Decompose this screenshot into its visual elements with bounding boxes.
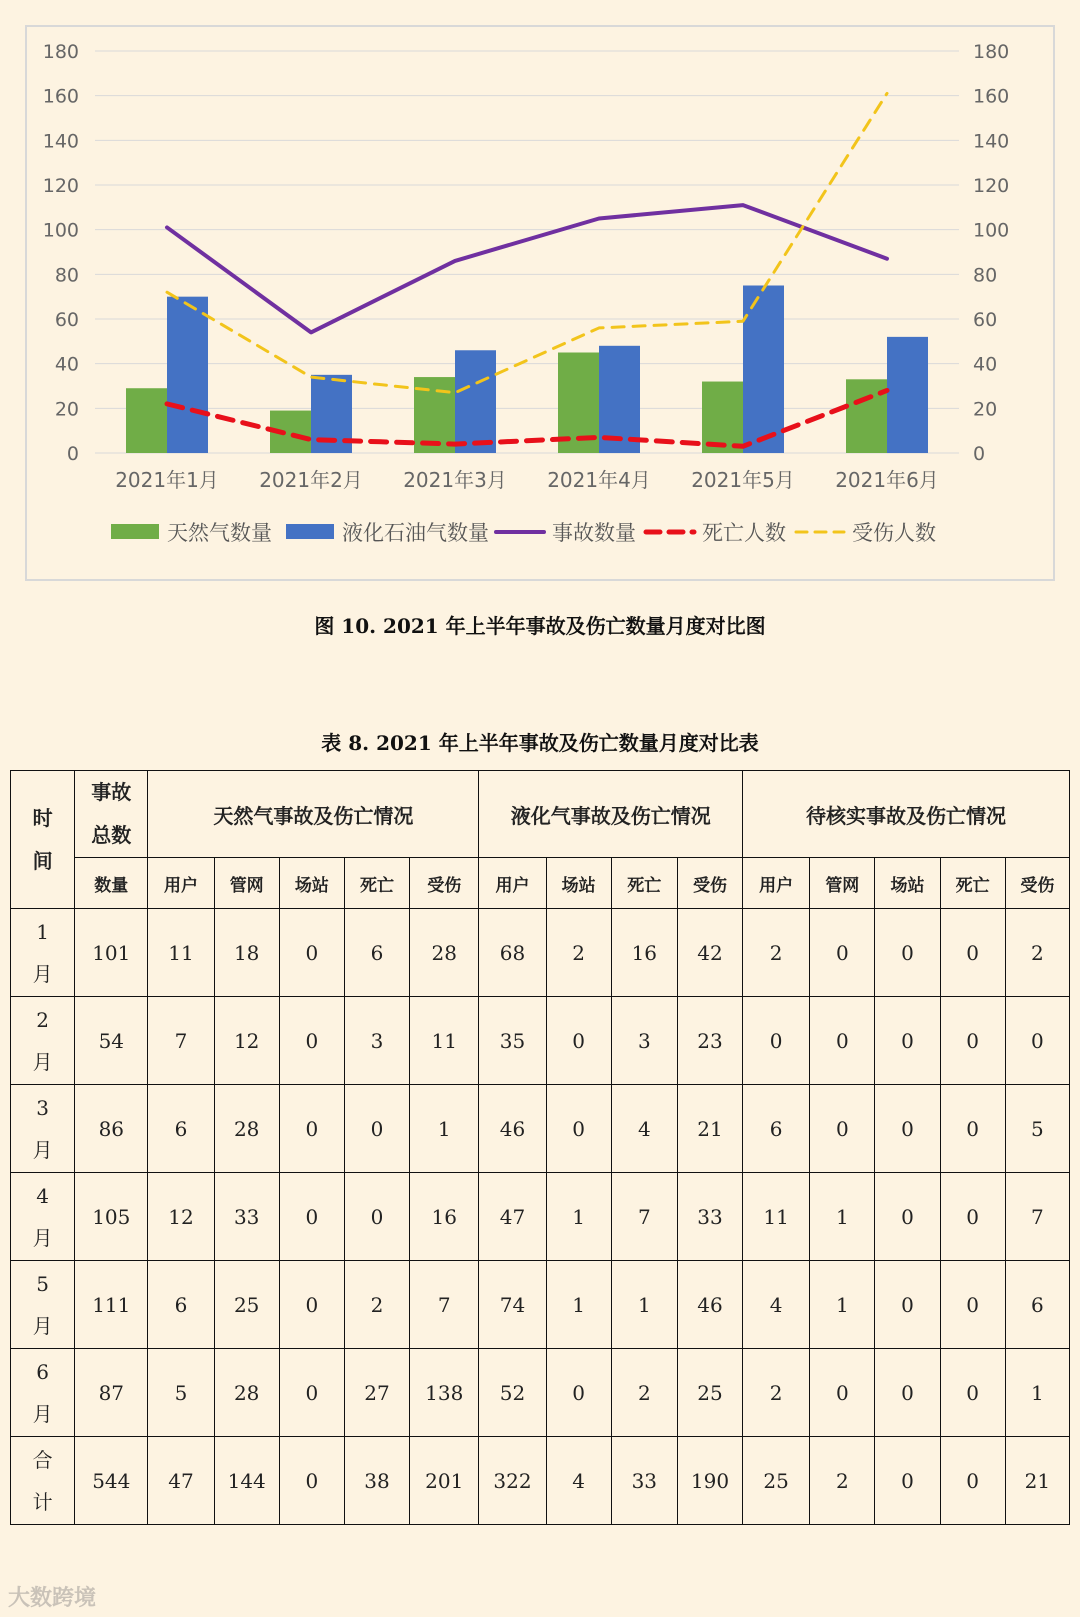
table-cell: 1 bbox=[410, 1085, 479, 1173]
y2-tick-label: 140 bbox=[973, 130, 1010, 153]
table-cell: 28 bbox=[410, 909, 479, 997]
table-cell: 2 bbox=[1005, 909, 1069, 997]
table-cell: 0 bbox=[940, 1261, 1005, 1349]
table-cell: 1 bbox=[546, 1261, 611, 1349]
combo-chart bbox=[27, 27, 1057, 583]
table-cell: 28 bbox=[214, 1085, 279, 1173]
table-cell: 3 bbox=[344, 997, 409, 1085]
x-tick-label: 2021年5月 bbox=[691, 468, 795, 492]
table-row bbox=[11, 1261, 1070, 1349]
bar bbox=[887, 337, 928, 453]
table-cell: 0 bbox=[875, 1173, 940, 1261]
legend-swatch bbox=[111, 524, 159, 539]
table-cell: 0 bbox=[279, 1085, 344, 1173]
x-tick-label: 2021年6月 bbox=[835, 468, 939, 492]
table-cell: 0 bbox=[279, 1173, 344, 1261]
table-cell: 0 bbox=[810, 997, 875, 1085]
table-row bbox=[11, 1173, 1070, 1261]
table-cell: 68 bbox=[479, 909, 546, 997]
subheader-pending-user: 用户 bbox=[743, 858, 810, 909]
table-cell: 25 bbox=[743, 1437, 810, 1525]
table-row bbox=[11, 997, 1070, 1085]
table-cell: 6 bbox=[148, 1261, 214, 1349]
table-cell: 2 bbox=[344, 1261, 409, 1349]
row-label: 3 月 bbox=[11, 1085, 75, 1173]
y-tick-label: 60 bbox=[54, 309, 79, 331]
subheader-lpg-user: 用户 bbox=[479, 858, 546, 909]
table-cell: 111 bbox=[75, 1261, 148, 1349]
header-total: 事故 总数 bbox=[75, 771, 148, 858]
table-cell: 0 bbox=[875, 1349, 940, 1437]
table-row bbox=[11, 909, 1070, 997]
subheader-ng-injury: 受伤 bbox=[410, 858, 479, 909]
table-cell: 0 bbox=[279, 1261, 344, 1349]
table-cell: 0 bbox=[875, 1261, 940, 1349]
table-cell: 11 bbox=[743, 1173, 810, 1261]
bar bbox=[126, 388, 167, 453]
table-cell: 6 bbox=[148, 1085, 214, 1173]
table-cell: 0 bbox=[940, 909, 1005, 997]
table-cell: 2 bbox=[743, 909, 810, 997]
y2-tick-label: 0 bbox=[973, 443, 986, 465]
subheader-total-count: 数量 bbox=[75, 858, 148, 909]
subheader-ng-pipe: 管网 bbox=[214, 858, 279, 909]
subheader-ng-death: 死亡 bbox=[344, 858, 409, 909]
table-cell: 0 bbox=[546, 1349, 611, 1437]
table-cell: 0 bbox=[875, 997, 940, 1085]
table-cell: 6 bbox=[743, 1085, 810, 1173]
subheader-pending-injury: 受伤 bbox=[1005, 858, 1069, 909]
table-cell: 28 bbox=[214, 1349, 279, 1437]
table-cell: 0 bbox=[546, 1085, 611, 1173]
table-cell: 46 bbox=[677, 1261, 742, 1349]
bar bbox=[743, 286, 784, 454]
y2-tick-label: 40 bbox=[973, 353, 998, 376]
y-tick-label: 100 bbox=[42, 219, 79, 242]
legend-label: 液化石油气数量 bbox=[342, 521, 489, 545]
header-group-pending: 待核实事故及伤亡情况 bbox=[743, 771, 1070, 858]
table-cell: 1 bbox=[810, 1173, 875, 1261]
figure-caption: 图 10. 2021 年上半年事故及伤亡数量月度对比图 bbox=[314, 614, 766, 638]
table-cell: 190 bbox=[677, 1437, 742, 1525]
y2-tick-label: 100 bbox=[973, 219, 1010, 242]
table-caption: 表 8. 2021 年上半年事故及伤亡数量月度对比表 bbox=[321, 731, 759, 755]
y2-tick-label: 180 bbox=[973, 41, 1010, 63]
header-group-lpg: 液化气事故及伤亡情况 bbox=[479, 771, 743, 858]
y-tick-label: 80 bbox=[54, 264, 79, 287]
table-cell: 23 bbox=[677, 997, 742, 1085]
y2-tick-label: 160 bbox=[973, 85, 1010, 108]
table-cell: 144 bbox=[214, 1437, 279, 1525]
table-cell: 1 bbox=[546, 1173, 611, 1261]
subheader-pending-station: 场站 bbox=[875, 858, 940, 909]
table-row bbox=[11, 1437, 1070, 1525]
x-tick-label: 2021年3月 bbox=[403, 468, 507, 492]
table-cell: 0 bbox=[875, 909, 940, 997]
table-cell: 16 bbox=[410, 1173, 479, 1261]
table-cell: 4 bbox=[611, 1085, 677, 1173]
table-cell: 52 bbox=[479, 1349, 546, 1437]
table-cell: 0 bbox=[1005, 997, 1069, 1085]
table-cell: 0 bbox=[940, 1349, 1005, 1437]
row-label: 合 计 bbox=[11, 1437, 75, 1525]
header-time: 时 间 bbox=[11, 771, 75, 909]
legend-label: 受伤人数 bbox=[852, 521, 936, 545]
table-cell: 27 bbox=[344, 1349, 409, 1437]
table-cell: 0 bbox=[940, 1085, 1005, 1173]
table-cell: 21 bbox=[677, 1085, 742, 1173]
table-cell: 0 bbox=[940, 1437, 1005, 1525]
table-cell: 7 bbox=[1005, 1173, 1069, 1261]
data-table bbox=[10, 770, 1070, 1525]
table-cell: 0 bbox=[810, 1085, 875, 1173]
table-cell: 7 bbox=[410, 1261, 479, 1349]
table-cell: 0 bbox=[743, 997, 810, 1085]
row-label: 6 月 bbox=[11, 1349, 75, 1437]
table-cell: 42 bbox=[677, 909, 742, 997]
y-tick-label: 40 bbox=[54, 353, 79, 376]
table-cell: 0 bbox=[940, 997, 1005, 1085]
table-cell: 0 bbox=[875, 1437, 940, 1525]
y2-tick-label: 80 bbox=[973, 264, 998, 287]
table-cell: 21 bbox=[1005, 1437, 1069, 1525]
table-cell: 1 bbox=[810, 1261, 875, 1349]
y-tick-label: 180 bbox=[42, 41, 79, 63]
table-cell: 1 bbox=[1005, 1349, 1069, 1437]
header-group-natural-gas: 天然气事故及伤亡情况 bbox=[148, 771, 479, 858]
table-cell: 74 bbox=[479, 1261, 546, 1349]
table-cell: 544 bbox=[75, 1437, 148, 1525]
table-cell: 86 bbox=[75, 1085, 148, 1173]
legend-label: 事故数量 bbox=[552, 521, 636, 545]
table-cell: 0 bbox=[344, 1173, 409, 1261]
chart-container bbox=[25, 25, 1055, 581]
table-cell: 138 bbox=[410, 1349, 479, 1437]
table-cell: 0 bbox=[875, 1085, 940, 1173]
table-cell: 3 bbox=[611, 997, 677, 1085]
y-tick-label: 120 bbox=[42, 175, 79, 197]
table-cell: 18 bbox=[214, 909, 279, 997]
table-cell: 2 bbox=[810, 1437, 875, 1525]
legend-label: 天然气数量 bbox=[167, 521, 272, 545]
table-cell: 6 bbox=[344, 909, 409, 997]
table-cell: 2 bbox=[546, 909, 611, 997]
legend-swatch bbox=[286, 524, 334, 539]
table-cell: 1 bbox=[611, 1261, 677, 1349]
table-cell: 101 bbox=[75, 909, 148, 997]
table-cell: 87 bbox=[75, 1349, 148, 1437]
table-cell: 0 bbox=[546, 997, 611, 1085]
table-cell: 0 bbox=[279, 997, 344, 1085]
table-cell: 25 bbox=[677, 1349, 742, 1437]
table-cell: 5 bbox=[148, 1349, 214, 1437]
table-cell: 7 bbox=[148, 997, 214, 1085]
table-cell: 11 bbox=[148, 909, 214, 997]
table-cell: 54 bbox=[75, 997, 148, 1085]
x-tick-label: 2021年2月 bbox=[259, 468, 363, 492]
table-cell: 46 bbox=[479, 1085, 546, 1173]
table-cell: 33 bbox=[214, 1173, 279, 1261]
subheader-ng-station: 场站 bbox=[279, 858, 344, 909]
table-cell: 35 bbox=[479, 997, 546, 1085]
row-label: 2 月 bbox=[11, 997, 75, 1085]
table-cell: 2 bbox=[611, 1349, 677, 1437]
watermark-text: 大数跨境 bbox=[8, 1586, 97, 1611]
subheader-lpg-injury: 受伤 bbox=[677, 858, 742, 909]
table-cell: 12 bbox=[214, 997, 279, 1085]
y2-tick-label: 120 bbox=[973, 175, 1010, 197]
table-cell: 25 bbox=[214, 1261, 279, 1349]
bar bbox=[455, 350, 496, 453]
table-cell: 322 bbox=[479, 1437, 546, 1525]
table-cell: 16 bbox=[611, 909, 677, 997]
table-cell: 11 bbox=[410, 997, 479, 1085]
table-cell: 38 bbox=[344, 1437, 409, 1525]
subheader-lpg-death: 死亡 bbox=[611, 858, 677, 909]
y2-tick-label: 20 bbox=[973, 398, 998, 421]
table-row bbox=[11, 1085, 1070, 1173]
subheader-pending-pipe: 管网 bbox=[810, 858, 875, 909]
table-cell: 7 bbox=[611, 1173, 677, 1261]
y-tick-label: 160 bbox=[42, 85, 79, 108]
table-cell: 33 bbox=[611, 1437, 677, 1525]
x-tick-label: 2021年4月 bbox=[547, 468, 651, 492]
table-cell: 201 bbox=[410, 1437, 479, 1525]
y-tick-label: 140 bbox=[42, 130, 79, 153]
subheader-ng-user: 用户 bbox=[148, 858, 214, 909]
table-cell: 4 bbox=[546, 1437, 611, 1525]
row-label: 5 月 bbox=[11, 1261, 75, 1349]
table-cell: 0 bbox=[279, 1437, 344, 1525]
subheader-lpg-station: 场站 bbox=[546, 858, 611, 909]
legend-label: 死亡人数 bbox=[702, 521, 786, 545]
table-cell: 12 bbox=[148, 1173, 214, 1261]
table-cell: 4 bbox=[743, 1261, 810, 1349]
bar bbox=[167, 297, 208, 453]
table-row bbox=[11, 1349, 1070, 1437]
table-cell: 0 bbox=[344, 1085, 409, 1173]
y2-tick-label: 60 bbox=[973, 309, 998, 331]
table-cell: 2 bbox=[743, 1349, 810, 1437]
table-cell: 0 bbox=[279, 1349, 344, 1437]
table-cell: 6 bbox=[1005, 1261, 1069, 1349]
table-cell: 0 bbox=[940, 1173, 1005, 1261]
table-cell: 47 bbox=[479, 1173, 546, 1261]
row-label: 1 月 bbox=[11, 909, 75, 997]
table-cell: 47 bbox=[148, 1437, 214, 1525]
table-cell: 5 bbox=[1005, 1085, 1069, 1173]
subheader-pending-death: 死亡 bbox=[940, 858, 1005, 909]
row-label: 4 月 bbox=[11, 1173, 75, 1261]
table-cell: 0 bbox=[810, 1349, 875, 1437]
table-cell: 0 bbox=[810, 909, 875, 997]
y-tick-label: 20 bbox=[54, 398, 79, 421]
table-cell: 105 bbox=[75, 1173, 148, 1261]
table-cell: 0 bbox=[279, 909, 344, 997]
y-tick-label: 0 bbox=[66, 443, 79, 465]
table-cell: 33 bbox=[677, 1173, 742, 1261]
x-tick-label: 2021年1月 bbox=[115, 468, 219, 492]
